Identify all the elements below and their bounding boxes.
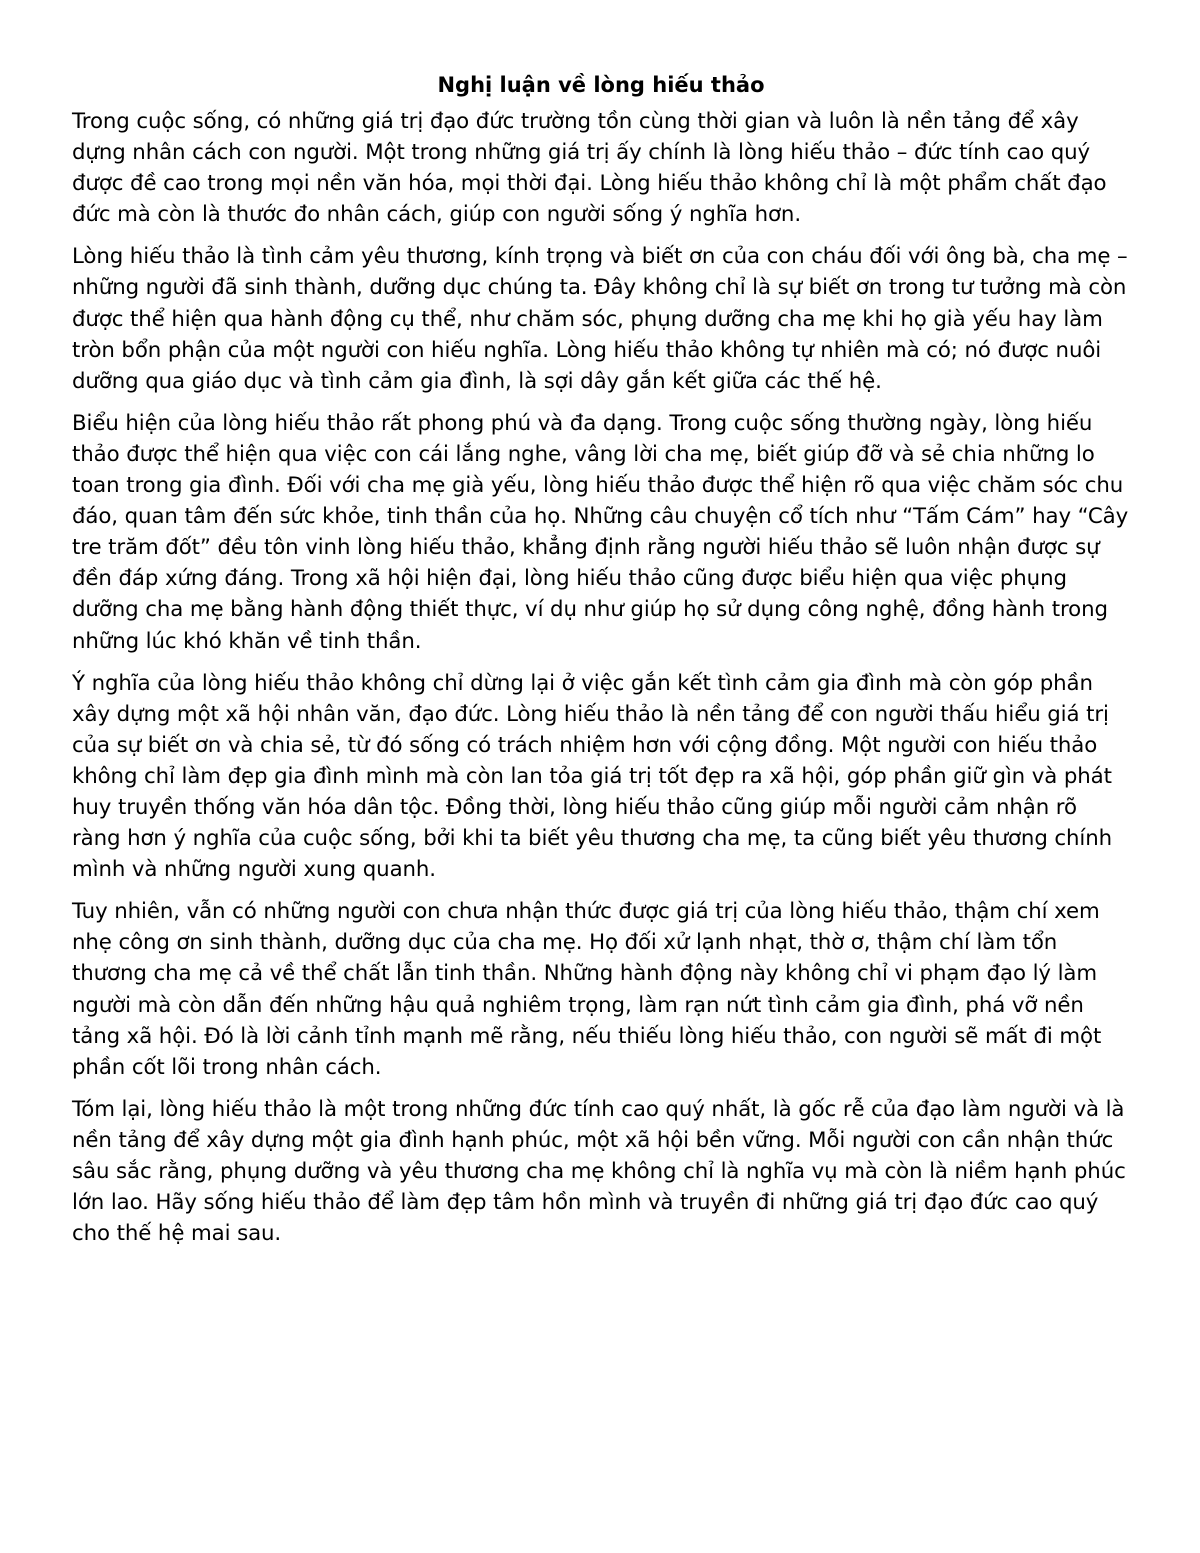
paragraph-definition: Lòng hiếu thảo là tình cảm yêu thương, kính trọng và biết ơn của con cháu đối với ông bà, cha mẹ – những người đã sinh thành, dưỡng dục chúng ta. Đây không chỉ là sự biết ơn trong tư tưởng mà còn được thể hiện qua hành động cụ thể, như chăm sóc, phụng dưỡng cha mẹ khi họ già yếu hay làm tròn bổn phận của một người con hiếu nghĩa. Lòng hiếu thảo không tự nhiên mà có; nó được nuôi dưỡng qua giáo dục và tình cảm gia đình, là sợi dây gắn kết giữa các thế hệ. bbox=[72, 244, 1128, 394]
paragraph-conclusion: Tóm lại, lòng hiếu thảo là một trong những đức tính cao quý nhất, là gốc rễ của đạo làm người và là nền tảng để xây dựng một gia đình hạnh phúc, một xã hội bền vững. Mỗi người con cần nhận thức sâu sắc rằng, phụng dưỡng và yêu thương cha mẹ không chỉ là nghĩa vụ mà còn là niềm hạnh phúc lớn lao. Hãy sống hiếu thảo để làm đẹp tâm hồn mình và truyền đi những giá trị đạo đức cao quý cho thế hệ mai sau. bbox=[72, 1096, 1126, 1247]
document-title: Nghị luận về lòng hiếu thảo bbox=[437, 73, 765, 97]
document-page bbox=[72, 66, 1130, 1260]
paragraph-significance: Ý nghĩa của lòng hiếu thảo không chỉ dừng lại ở việc gắn kết tình cảm gia đình mà còn góp phần xây dựng một xã hội nhân văn, đạo đức. Lòng hiếu thảo là nền tảng để con người thấu hiểu giá trị của sự biết ơn và chia sẻ, từ đó sống có trách nhiệm hơn với cộng đồng. Một người con hiếu thảo không chỉ làm đẹp gia đình mình mà còn lan tỏa giá trị tốt đẹp ra xã hội, góp phần giữ gìn và phát huy truyền thống văn hóa dân tộc. Đồng thời, lòng hiếu thảo cũng giúp mỗi người cảm nhận rõ ràng hơn ý nghĩa của cuộc sống, bởi khi ta biết yêu thương cha mẹ, ta cũng biết yêu thương chính mình và những người xung quanh. bbox=[72, 670, 1113, 883]
paragraph-introduction: Trong cuộc sống, có những giá trị đạo đức trường tồn cùng thời gian và luôn là nền tảng để xây dựng nhân cách con người. Một trong những giá trị ấy chính là lòng hiếu thảo – đức tính cao quý được đề cao trong mọi nền văn hóa, mọi thời đại. Lòng hiếu thảo không chỉ là một phẩm chất đạo đức mà còn là thước đo nhân cách, giúp con người sống ý nghĩa hơn. bbox=[72, 109, 1107, 228]
paragraph-expressions: Biểu hiện của lòng hiếu thảo rất phong phú và đa dạng. Trong cuộc sống thường ngày, lòng hiếu thảo được thể hiện qua việc con cái lắng nghe, vâng lời cha mẹ, biết giúp đỡ và sẻ chia những lo toan trong gia đình. Đối với cha mẹ già yếu, lòng hiếu thảo được thể hiện rõ qua việc chăm sóc chu đáo, quan tâm đến sức khỏe, tinh thần của họ. Những câu chuyện cổ tích như “Tấm Cám” hay “Cây tre trăm đốt” đều tôn vinh lòng hiếu thảo, khẳng định rằng người hiếu thảo sẽ luôn nhận được sự đền đáp xứng đáng. Trong xã hội hiện đại, lòng hiếu thảo cũng được biểu hiện qua việc phụng dưỡng cha mẹ bằng hành động thiết thực, ví dụ như giúp họ sử dụng công nghệ, đồng hành trong những lúc khó khăn về tinh thần. bbox=[72, 410, 1129, 654]
paragraph-counterargument: Tuy nhiên, vẫn có những người con chưa nhận thức được giá trị của lòng hiếu thảo, thậm chí xem nhẹ công ơn sinh thành, dưỡng dục của cha mẹ. Họ đối xử lạnh nhạt, thờ ơ, thậm chí làm tổn thương cha mẹ cả về thể chất lẫn tinh thần. Những hành động này không chỉ vi phạm đạo lý làm người mà còn dẫn đến những hậu quả nghiêm trọng, làm rạn nứt tình cảm gia đình, phá vỡ nền tảng xã hội. Đó là lời cảnh tỉnh mạnh mẽ rằng, nếu thiếu lòng hiếu thảo, con người sẽ mất đi một phần cốt lõi trong nhân cách. bbox=[72, 899, 1102, 1080]
